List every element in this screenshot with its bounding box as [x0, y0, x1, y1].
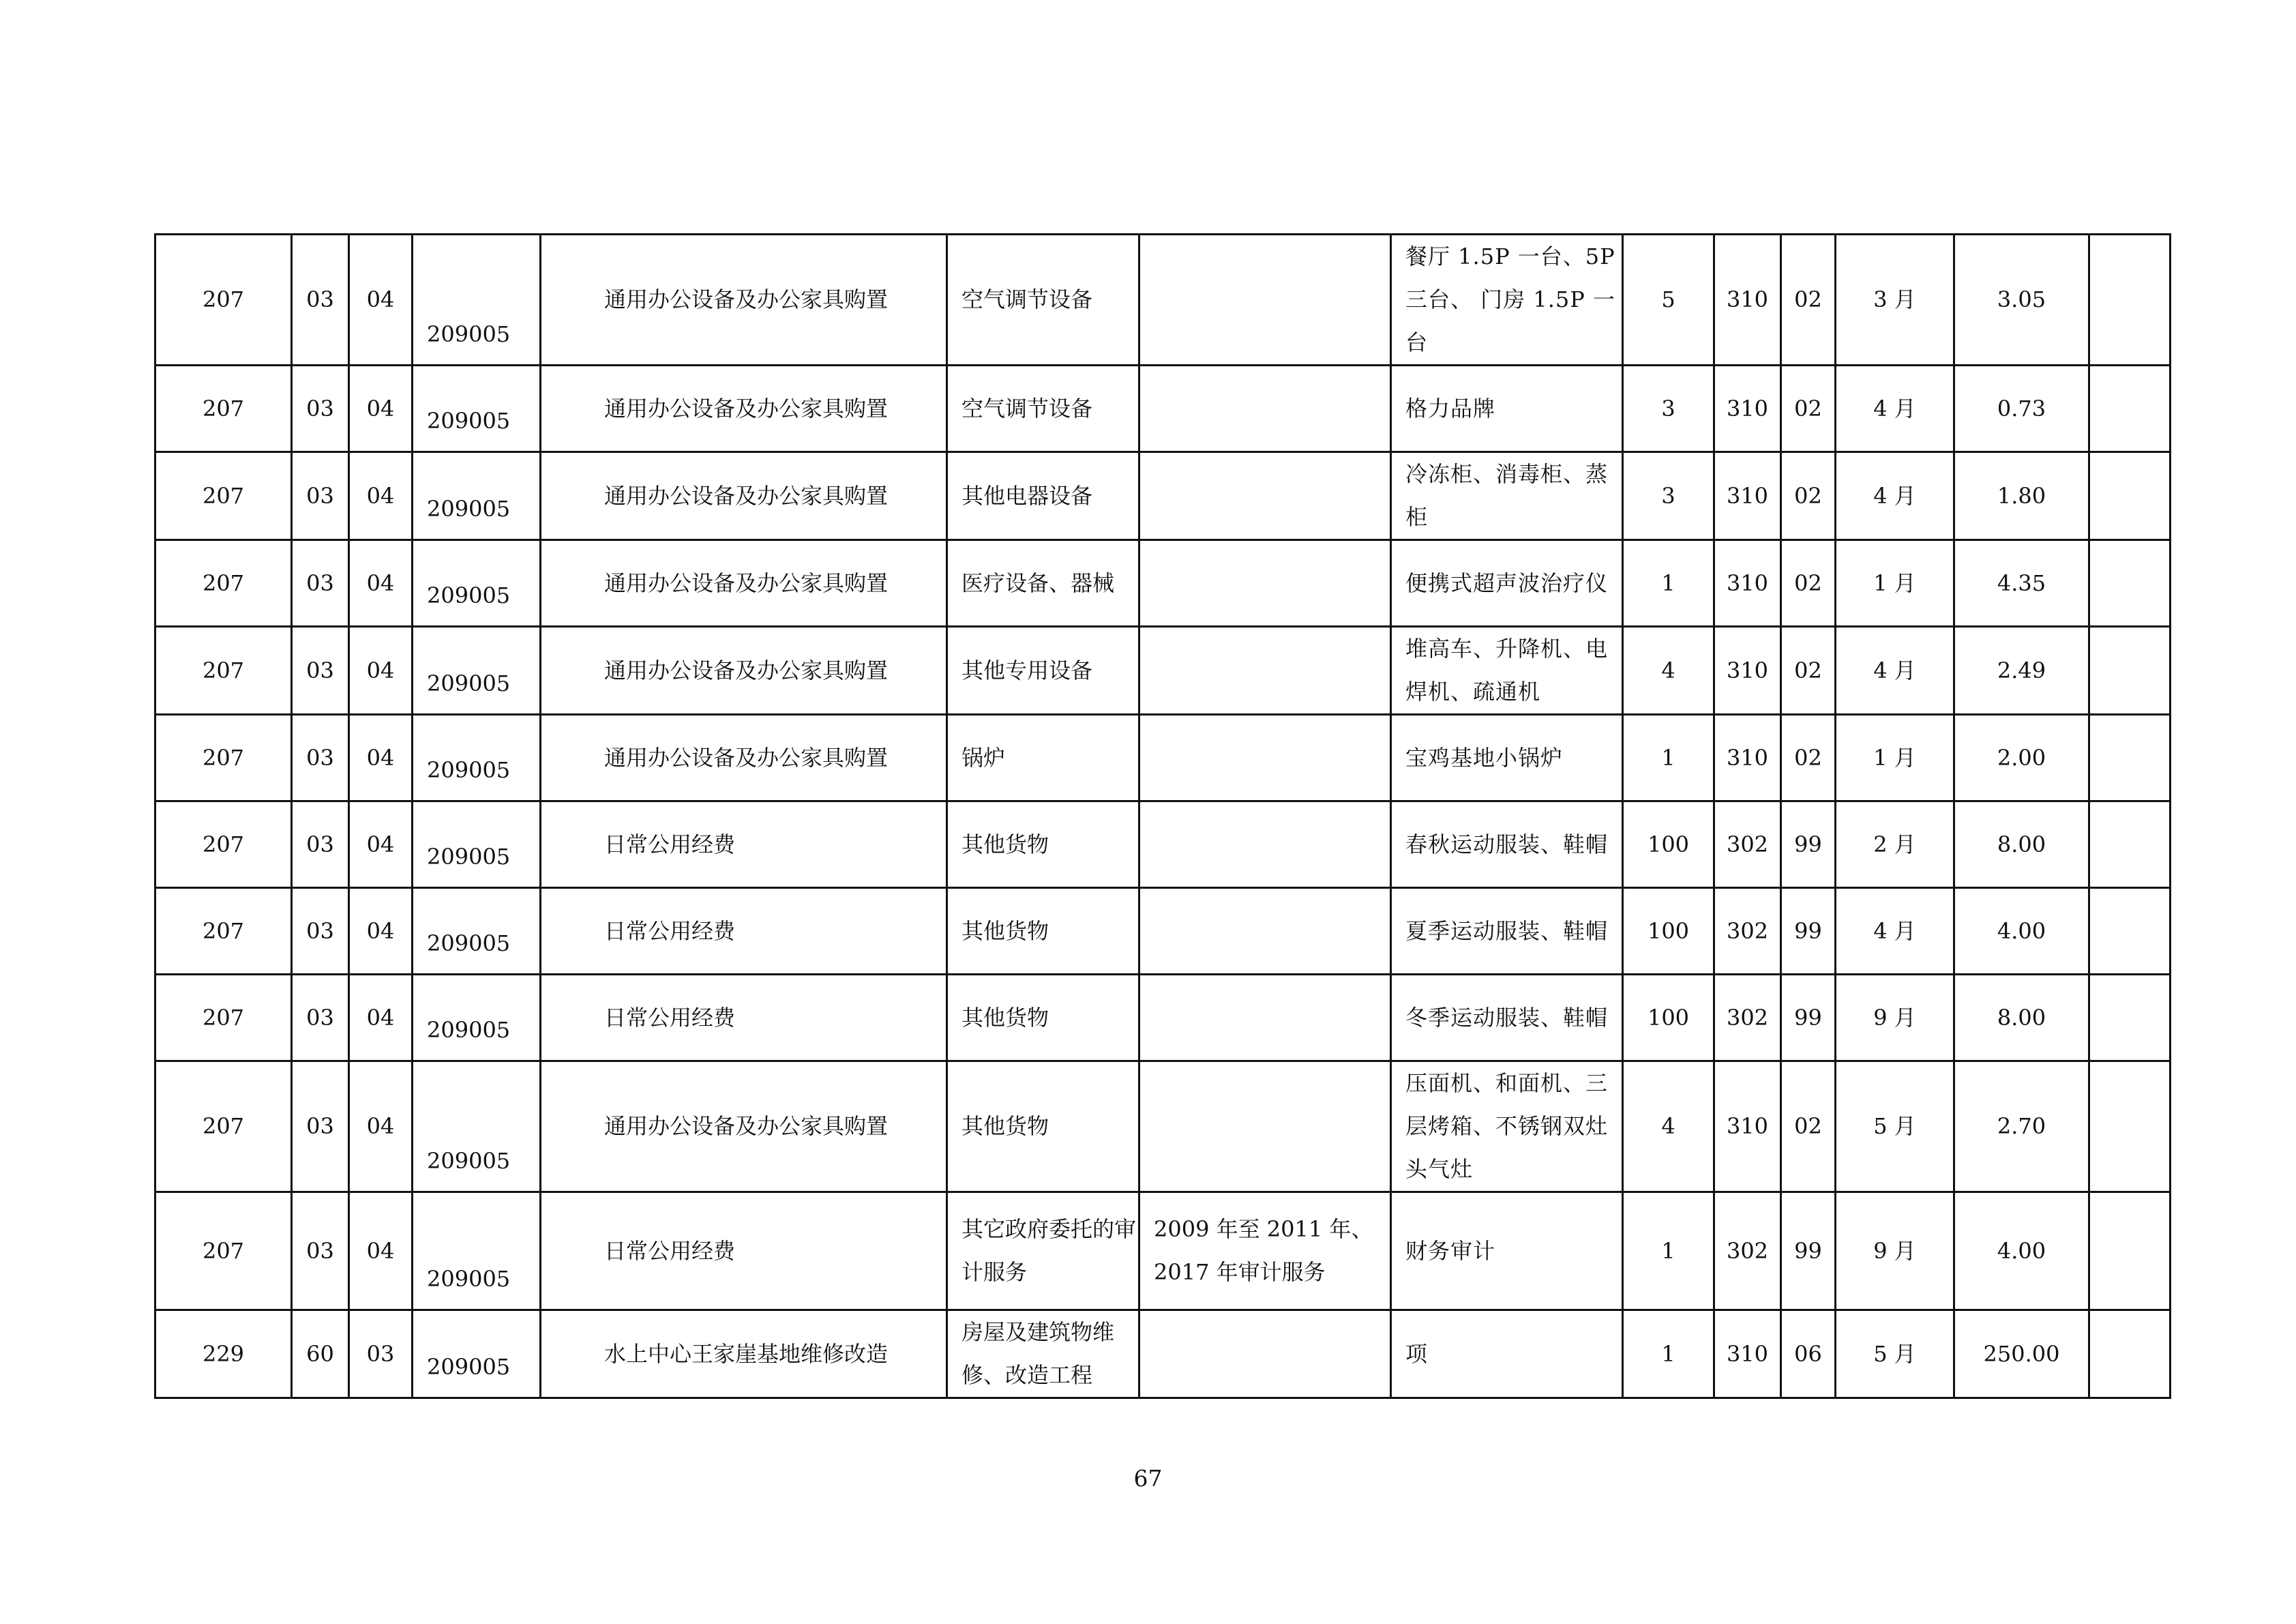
cell-project: 通用办公设备及办公家具购置: [541, 366, 947, 452]
cell-service-note: [1139, 975, 1391, 1061]
cell-item: 03: [349, 1310, 413, 1398]
cell-amount: 250.00: [1954, 1310, 2089, 1398]
cell-item: 04: [349, 1192, 413, 1310]
cell-amount: 1.80: [1954, 452, 2089, 540]
cell-project: 通用办公设备及办公家具购置: [541, 452, 947, 540]
table-row: [155, 1310, 2171, 1398]
cell-remark: [2089, 235, 2171, 366]
cell-unit-code: 209005: [413, 627, 541, 715]
cell-quantity: 1: [1623, 1310, 1714, 1398]
cell-specification: 便携式超声波治疗仪: [1391, 540, 1623, 627]
cell-econ-item: 06: [1781, 1310, 1836, 1398]
cell-remark: [2089, 627, 2171, 715]
cell-procurement-type: 其他货物: [947, 975, 1139, 1061]
cell-econ-item: 02: [1781, 1061, 1836, 1192]
cell-unit-code: 209005: [413, 1310, 541, 1398]
cell-month: 3 月: [1836, 235, 1954, 366]
cell-category: 207: [155, 1192, 292, 1310]
table-row: [155, 1192, 2171, 1310]
cell-item: 04: [349, 975, 413, 1061]
cell-econ-item: 02: [1781, 366, 1836, 452]
cell-econ-class: 310: [1714, 452, 1781, 540]
cell-amount: 3.05: [1954, 235, 2089, 366]
cell-service-note: [1139, 1061, 1391, 1192]
cell-project: 通用办公设备及办公家具购置: [541, 715, 947, 801]
cell-category: 207: [155, 888, 292, 975]
cell-section: 03: [292, 975, 349, 1061]
cell-section: 60: [292, 1310, 349, 1398]
cell-project: 日常公用经费: [541, 975, 947, 1061]
cell-quantity: 5: [1623, 235, 1714, 366]
cell-month: 1 月: [1836, 540, 1954, 627]
cell-item: 04: [349, 452, 413, 540]
cell-section: 03: [292, 888, 349, 975]
cell-quantity: 100: [1623, 801, 1714, 888]
cell-remark: [2089, 975, 2171, 1061]
cell-category: 207: [155, 801, 292, 888]
table-row: [155, 540, 2171, 627]
cell-unit-code: 209005: [413, 1061, 541, 1192]
cell-project: 通用办公设备及办公家具购置: [541, 540, 947, 627]
cell-item: 04: [349, 235, 413, 366]
cell-procurement-type: 医疗设备、器械: [947, 540, 1139, 627]
cell-econ-class: 310: [1714, 366, 1781, 452]
cell-remark: [2089, 540, 2171, 627]
cell-service-note: [1139, 540, 1391, 627]
cell-quantity: 1: [1623, 540, 1714, 627]
cell-remark: [2089, 452, 2171, 540]
cell-specification: 冷冻柜、消毒柜、蒸柜: [1391, 452, 1623, 540]
cell-category: 207: [155, 1061, 292, 1192]
cell-econ-item: 02: [1781, 715, 1836, 801]
cell-amount: 4.35: [1954, 540, 2089, 627]
cell-month: 4 月: [1836, 888, 1954, 975]
cell-remark: [2089, 801, 2171, 888]
cell-remark: [2089, 1310, 2171, 1398]
cell-item: 04: [349, 801, 413, 888]
cell-item: 04: [349, 888, 413, 975]
cell-amount: 2.70: [1954, 1061, 2089, 1192]
cell-econ-item: 99: [1781, 888, 1836, 975]
cell-remark: [2089, 1061, 2171, 1192]
cell-quantity: 3: [1623, 452, 1714, 540]
cell-amount: 2.49: [1954, 627, 2089, 715]
cell-specification: 冬季运动服装、鞋帽: [1391, 975, 1623, 1061]
table-row: [155, 366, 2171, 452]
cell-specification: 宝鸡基地小锅炉: [1391, 715, 1623, 801]
cell-category: 207: [155, 715, 292, 801]
cell-specification: 餐厅 1.5P 一台、5P 三台、 门房 1.5P 一台: [1391, 235, 1623, 366]
cell-unit-code: 209005: [413, 235, 541, 366]
cell-amount: 4.00: [1954, 888, 2089, 975]
cell-econ-class: 310: [1714, 627, 1781, 715]
cell-amount: 4.00: [1954, 1192, 2089, 1310]
cell-procurement-type: 房屋及建筑物维修、改造工程: [947, 1310, 1139, 1398]
cell-project: 通用办公设备及办公家具购置: [541, 627, 947, 715]
cell-category: 229: [155, 1310, 292, 1398]
page-number: 67: [1133, 1465, 1163, 1492]
cell-section: 03: [292, 540, 349, 627]
cell-econ-item: 99: [1781, 801, 1836, 888]
cell-service-note: [1139, 1310, 1391, 1398]
cell-project: 日常公用经费: [541, 888, 947, 975]
cell-service-note: [1139, 235, 1391, 366]
cell-procurement-type: 空气调节设备: [947, 366, 1139, 452]
cell-category: 207: [155, 975, 292, 1061]
cell-amount: 0.73: [1954, 366, 2089, 452]
cell-econ-class: 302: [1714, 1192, 1781, 1310]
cell-project: 水上中心王家崖基地维修改造: [541, 1310, 947, 1398]
cell-month: 5 月: [1836, 1310, 1954, 1398]
cell-econ-class: 310: [1714, 1061, 1781, 1192]
cell-econ-class: 302: [1714, 888, 1781, 975]
cell-unit-code: 209005: [413, 888, 541, 975]
cell-quantity: 100: [1623, 888, 1714, 975]
cell-quantity: 4: [1623, 627, 1714, 715]
table-row: [155, 888, 2171, 975]
cell-unit-code: 209005: [413, 452, 541, 540]
cell-section: 03: [292, 1192, 349, 1310]
cell-service-note: [1139, 452, 1391, 540]
cell-category: 207: [155, 627, 292, 715]
cell-remark: [2089, 1192, 2171, 1310]
cell-project: 日常公用经费: [541, 801, 947, 888]
cell-month: 4 月: [1836, 627, 1954, 715]
cell-quantity: 1: [1623, 715, 1714, 801]
cell-item: 04: [349, 1061, 413, 1192]
cell-specification: 春秋运动服装、鞋帽: [1391, 801, 1623, 888]
cell-econ-item: 02: [1781, 235, 1836, 366]
cell-unit-code: 209005: [413, 366, 541, 452]
cell-quantity: 4: [1623, 1061, 1714, 1192]
cell-remark: [2089, 888, 2171, 975]
cell-econ-item: 99: [1781, 1192, 1836, 1310]
cell-econ-class: 310: [1714, 235, 1781, 366]
cell-month: 5 月: [1836, 1061, 1954, 1192]
cell-specification: 财务审计: [1391, 1192, 1623, 1310]
cell-section: 03: [292, 452, 349, 540]
cell-section: 03: [292, 801, 349, 888]
cell-specification: 堆高车、升降机、电焊机、疏通机: [1391, 627, 1623, 715]
table-row: [155, 452, 2171, 540]
cell-remark: [2089, 366, 2171, 452]
cell-month: 2 月: [1836, 801, 1954, 888]
cell-section: 03: [292, 235, 349, 366]
cell-section: 03: [292, 366, 349, 452]
cell-month: 4 月: [1836, 452, 1954, 540]
cell-specification: 夏季运动服装、鞋帽: [1391, 888, 1623, 975]
cell-procurement-type: 其它政府委托的审计服务: [947, 1192, 1139, 1310]
cell-econ-class: 310: [1714, 540, 1781, 627]
table-body: [155, 235, 2171, 1398]
cell-econ-class: 310: [1714, 1310, 1781, 1398]
cell-month: 9 月: [1836, 975, 1954, 1061]
cell-category: 207: [155, 452, 292, 540]
procurement-table: [154, 233, 2171, 1399]
cell-month: 9 月: [1836, 1192, 1954, 1310]
cell-month: 1 月: [1836, 715, 1954, 801]
cell-quantity: 3: [1623, 366, 1714, 452]
cell-amount: 8.00: [1954, 801, 2089, 888]
cell-service-note: [1139, 801, 1391, 888]
cell-specification: 项: [1391, 1310, 1623, 1398]
cell-unit-code: 209005: [413, 540, 541, 627]
cell-remark: [2089, 715, 2171, 801]
cell-econ-item: 02: [1781, 627, 1836, 715]
cell-item: 04: [349, 540, 413, 627]
cell-category: 207: [155, 366, 292, 452]
cell-category: 207: [155, 540, 292, 627]
cell-service-note: [1139, 627, 1391, 715]
cell-econ-item: 02: [1781, 540, 1836, 627]
cell-procurement-type: 其他货物: [947, 888, 1139, 975]
cell-project: 通用办公设备及办公家具购置: [541, 1061, 947, 1192]
cell-unit-code: 209005: [413, 975, 541, 1061]
cell-month: 4 月: [1836, 366, 1954, 452]
cell-specification: 压面机、和面机、三层烤箱、不锈钢双灶头气灶: [1391, 1061, 1623, 1192]
cell-section: 03: [292, 1061, 349, 1192]
cell-quantity: 1: [1623, 1192, 1714, 1310]
cell-econ-item: 99: [1781, 975, 1836, 1061]
cell-item: 04: [349, 715, 413, 801]
cell-service-note: [1139, 888, 1391, 975]
cell-econ-class: 310: [1714, 715, 1781, 801]
cell-section: 03: [292, 715, 349, 801]
table-row: [155, 801, 2171, 888]
cell-procurement-type: 空气调节设备: [947, 235, 1139, 366]
cell-procurement-type: 其他专用设备: [947, 627, 1139, 715]
table-row: [155, 627, 2171, 715]
cell-service-note: 2009 年至 2011 年、2017 年审计服务: [1139, 1192, 1391, 1310]
cell-amount: 8.00: [1954, 975, 2089, 1061]
cell-procurement-type: 其他货物: [947, 1061, 1139, 1192]
cell-procurement-type: 其他货物: [947, 801, 1139, 888]
cell-service-note: [1139, 715, 1391, 801]
table-row: [155, 1061, 2171, 1192]
cell-project: 通用办公设备及办公家具购置: [541, 235, 947, 366]
cell-econ-class: 302: [1714, 975, 1781, 1061]
cell-service-note: [1139, 366, 1391, 452]
cell-quantity: 100: [1623, 975, 1714, 1061]
cell-category: 207: [155, 235, 292, 366]
table-row: [155, 975, 2171, 1061]
cell-unit-code: 209005: [413, 801, 541, 888]
cell-unit-code: 209005: [413, 1192, 541, 1310]
cell-specification: 格力品牌: [1391, 366, 1623, 452]
cell-econ-item: 02: [1781, 452, 1836, 540]
cell-project: 日常公用经费: [541, 1192, 947, 1310]
cell-procurement-type: 其他电器设备: [947, 452, 1139, 540]
table-row: [155, 715, 2171, 801]
cell-econ-class: 302: [1714, 801, 1781, 888]
cell-amount: 2.00: [1954, 715, 2089, 801]
cell-procurement-type: 锅炉: [947, 715, 1139, 801]
cell-section: 03: [292, 627, 349, 715]
cell-unit-code: 209005: [413, 715, 541, 801]
table-row: [155, 235, 2171, 366]
cell-item: 04: [349, 366, 413, 452]
cell-item: 04: [349, 627, 413, 715]
